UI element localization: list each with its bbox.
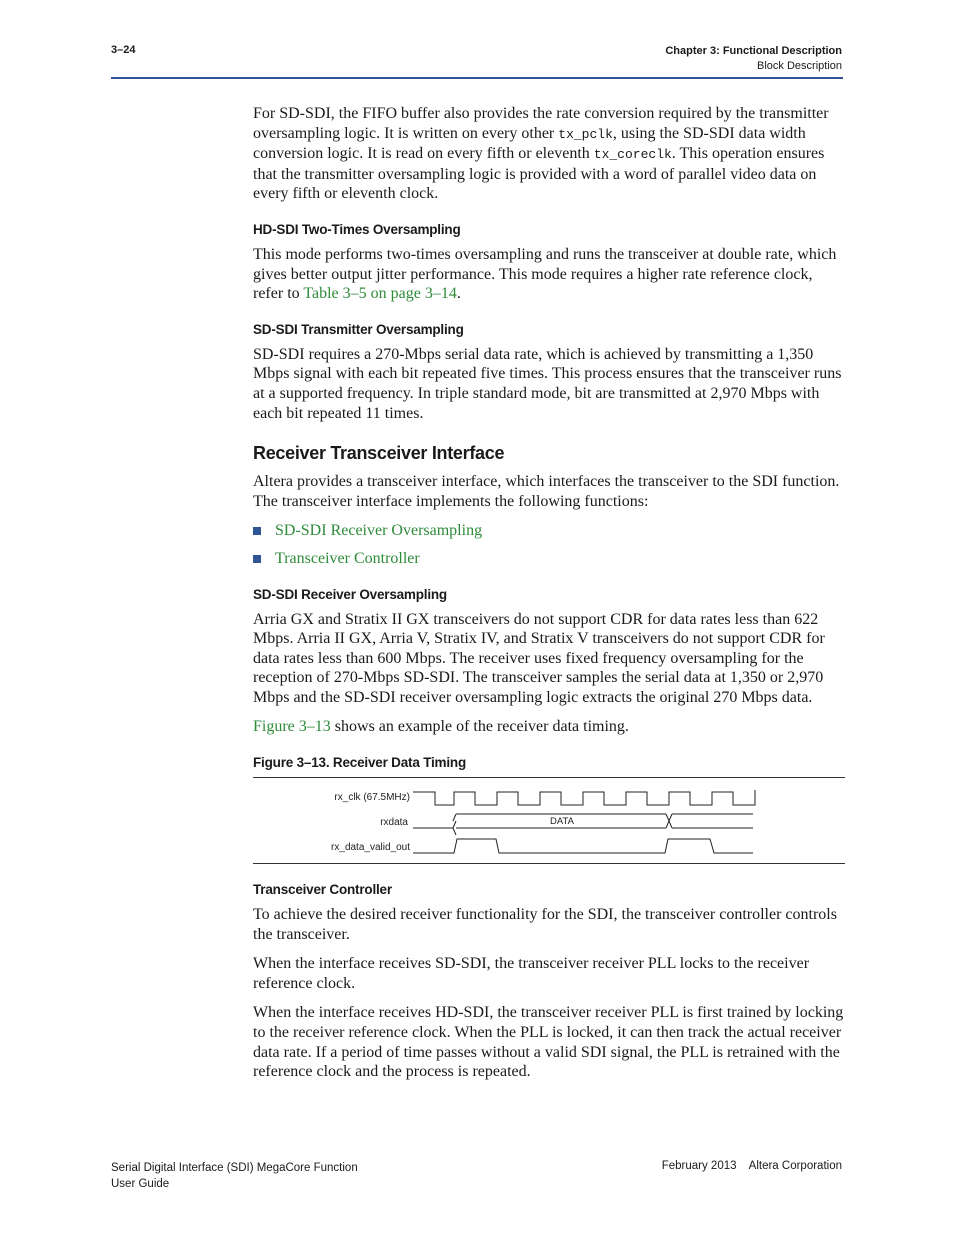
signal-label-rx-data-valid: rx_data_valid_out — [331, 842, 410, 854]
page-number: 3–24 — [111, 44, 136, 56]
sd-rx-heading: SD-SDI Receiver Oversampling — [253, 586, 447, 602]
sd-rx-paragraph: Arria GX and Stratix II GX transceivers do not support CDR for data rates less than 622 Mbps. Arria II GX, Arria V, Stratix IV, and Stratix V transceivers do not support CDR for data rates less than 600 Mbps. The receiver uses fixed frequency oversampling for the reception of 270-Mbps SD-SDI. The transceiver samples the serial data at 1,350 or 2,970 Mbps and the SD-SDI receiver oversampling logic extracts the original 270 Mbps data. — [253, 610, 825, 706]
sd-tx-heading: SD-SDI Transmitter Oversampling — [253, 321, 464, 337]
bullet-square-icon — [253, 555, 261, 563]
list-item — [253, 521, 845, 541]
rxdata-waveform — [413, 814, 753, 835]
figure-reference-paragraph: Figure 3–13 shows an example of the receiver data timing. — [253, 718, 629, 736]
footer-doc-subtitle: User Guide — [111, 1178, 170, 1190]
sd-tx-paragraph: SD-SDI requires a 270-Mbps serial data rate, which is achieved by transmitting a 1,350 Mbps signal with each bit repeated five times. This process ensures that the transceiver runs at a supported frequency. In triple standard mode, bit are transmitted at 2,970 Mbps with each bit repeated 11 times. — [253, 345, 842, 422]
controller-heading: Transceiver Controller — [253, 882, 392, 898]
footer-doc-title: Serial Digital Interface (SDI) MegaCore Function — [111, 1162, 358, 1174]
bullet-square-icon — [253, 527, 261, 535]
function-list — [253, 521, 845, 568]
rx-clk-waveform — [413, 790, 755, 805]
figure-caption: Figure 3–13. Receiver Data Timing — [253, 755, 466, 771]
data-segment-label: DATA — [550, 816, 574, 828]
timing-diagram — [253, 777, 845, 864]
transceiver-controller-link[interactable]: Transceiver Controller — [275, 549, 420, 567]
tx-coreclk-signal: tx_coreclk — [593, 147, 672, 163]
main-content — [253, 104, 845, 1092]
signal-label-rx-clk: rx_clk (67.5MHz) — [334, 792, 410, 804]
signal-label-rxdata: rxdata — [380, 817, 408, 829]
table-3-5-link[interactable]: Table 3–5 on page 3–14 — [303, 285, 457, 303]
hd-sdi-heading: HD-SDI Two-Times Oversampling — [253, 221, 461, 237]
sd-sdi-rx-link[interactable]: SD-SDI Receiver Oversampling — [275, 522, 483, 540]
footer-doc-info — [111, 1160, 358, 1192]
hd-sdi-paragraph: This mode performs two-times oversampling and runs the transceiver at double rate, which gives better output jitter performance. This mode requires a higher rate reference clock, refer to Table 3–5 on page 3–14. — [253, 245, 837, 303]
section-title: Block Description — [757, 60, 842, 72]
footer-date-company: February 2013 Altera Corporation — [661, 1160, 842, 1172]
tx-pclk-signal: tx_pclk — [558, 126, 613, 142]
intro-paragraph: For SD-SDI, the FIFO buffer also provides the rate conversion required by the transmitter oversampling logic. It is written on every other tx_pclk, using the SD-SDI data width conversion logic. It is read on every fifth or eleventh tx_coreclk. This operation ensures that the transmitter oversampling logic is provided with a word of parallel video data on every fifth or eleventh clock. — [253, 105, 829, 203]
header-rule — [111, 77, 843, 79]
controller-paragraph-1: To achieve the desired receiver functionality for the SDI, the transceiver controller controls the transceiver. — [253, 906, 837, 943]
controller-paragraph-3: When the interface receives HD-SDI, the transceiver receiver PLL is first trained by locking to the receiver reference clock. When the PLL is locked, it can then track the actual receiver data rate. If a period of time passes without a valid SDI signal, the PLL is retrained with the reference clock and the process is repeated. — [253, 1004, 844, 1081]
rx-data-valid-waveform — [413, 839, 753, 853]
rx-interface-heading: Receiver Transceiver Interface — [253, 443, 505, 464]
rx-interface-paragraph: Altera provides a transceiver interface, which interfaces the transceiver to the SDI function. The transceiver interface implements the following functions: — [253, 473, 840, 510]
running-header — [665, 44, 842, 74]
figure-3-13-link[interactable]: Figure 3–13 — [253, 718, 331, 736]
controller-paragraph-2: When the interface receives SD-SDI, the transceiver receiver PLL locks to the receiver reference clock. — [253, 955, 810, 992]
list-item — [253, 549, 845, 569]
chapter-title: Chapter 3: Functional Description — [665, 45, 842, 57]
timing-diagram-svg — [253, 778, 845, 863]
